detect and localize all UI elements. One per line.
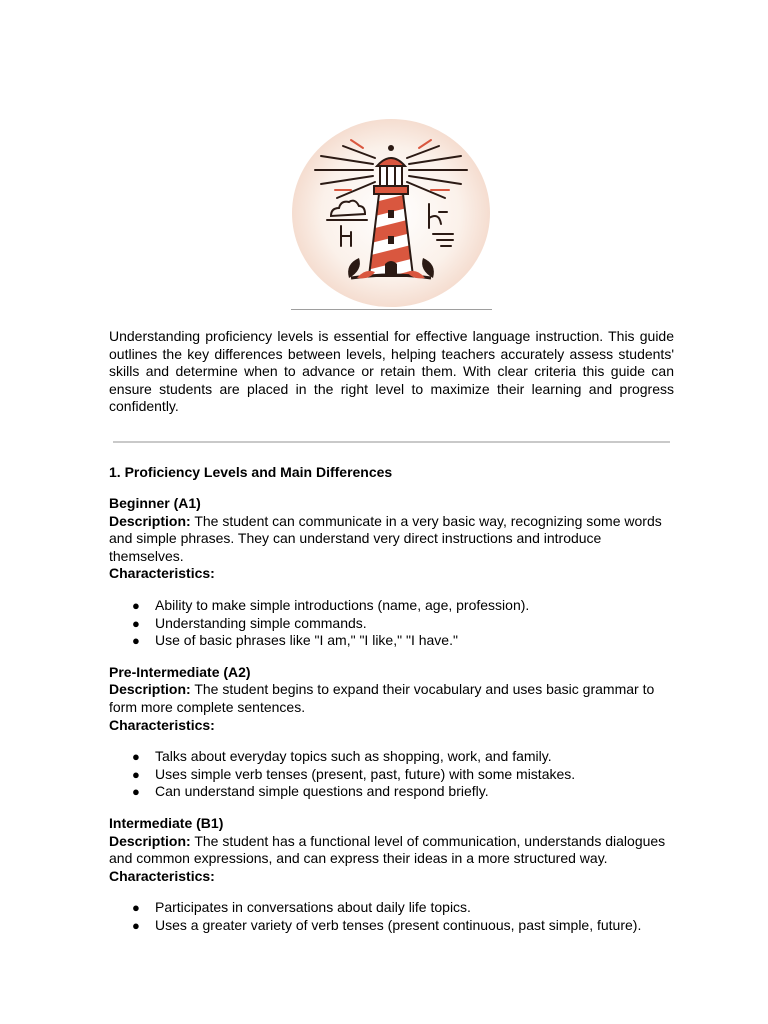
list-item-text: Ability to make simple introductions (name, age, profession). [155, 596, 530, 613]
list-item [109, 632, 675, 650]
level-title: Beginner (A1) [109, 495, 201, 511]
bullet-icon: ● [132, 900, 140, 916]
level-title: Pre-Intermediate (A2) [109, 663, 251, 680]
bullet-icon: ● [132, 633, 140, 649]
level-block-b1 [109, 815, 675, 935]
characteristics-label: Characteristics: [109, 565, 215, 582]
level-block-a2 [109, 664, 675, 801]
description-text: The student can communicate in a very basic way, recognizing some words and simple phrases. They can understand very direct instructions and introduce themselves. [109, 512, 662, 564]
bullet-icon: ● [132, 784, 140, 800]
characteristics-list [109, 899, 675, 934]
section-divider [113, 441, 670, 443]
bullet-icon: ● [132, 615, 140, 631]
section-title: 1. Proficiency Levels and Main Differences [109, 464, 393, 480]
characteristics-label: Characteristics: [109, 867, 215, 884]
level-description [109, 513, 675, 566]
level-block-a1 [109, 495, 675, 650]
level-title: Intermediate (B1) [109, 814, 224, 831]
description-text: The student has a functional level of communication, understands dialogues and common expressions, and can express their ideas in a more structured way. [109, 832, 666, 867]
level-description [109, 833, 675, 868]
lighthouse-logo [291, 118, 491, 310]
characteristics-list [109, 748, 675, 801]
bullet-icon: ● [132, 766, 140, 782]
list-item-text: Use of basic phrases like "I am," "I like," "I have." [155, 632, 458, 649]
description-label: Description: [109, 512, 191, 529]
level-description [109, 681, 675, 716]
description-text: The student begins to expand their vocabulary and uses basic grammar to form more complete sentences. [109, 681, 655, 715]
logo-divider [291, 309, 492, 310]
list-item-text: Uses simple verb tenses (present, past, future) with some mistakes. [155, 765, 576, 782]
description-label: Description: [109, 681, 191, 698]
list-item-text: Can understand simple questions and respond briefly. [155, 783, 489, 800]
intro-paragraph: Understanding proficiency levels is essential for effective language instruction. This guide outlines the key differences between levels, helping teachers accurately assess students' skills and determine when to advance or retain them. With clear criteria this guide can ensure students are placed in the right level to maximize their learning and progress confidently. [109, 328, 674, 415]
list-item-text: Uses a greater variety of verb tenses (present continuous, past simple, future). [155, 916, 642, 933]
list-item [109, 748, 675, 766]
list-item [109, 766, 675, 784]
list-item-text: Participates in conversations about daily life topics. [155, 899, 471, 916]
levels-section [109, 463, 675, 948]
list-item [109, 615, 675, 633]
bullet-icon: ● [132, 917, 140, 933]
list-item-text: Talks about everyday topics such as shopping, work, and family. [155, 748, 552, 765]
bullet-icon: ● [132, 597, 140, 613]
list-item [109, 899, 675, 917]
lighthouse-icon [291, 118, 491, 310]
list-item [109, 917, 675, 935]
list-item-text: Understanding simple commands. [155, 614, 367, 631]
characteristics-list [109, 597, 675, 650]
description-label: Description: [109, 832, 191, 849]
characteristics-label: Characteristics: [109, 716, 215, 733]
bullet-icon: ● [132, 749, 140, 765]
list-item [109, 783, 675, 801]
list-item [109, 597, 675, 615]
